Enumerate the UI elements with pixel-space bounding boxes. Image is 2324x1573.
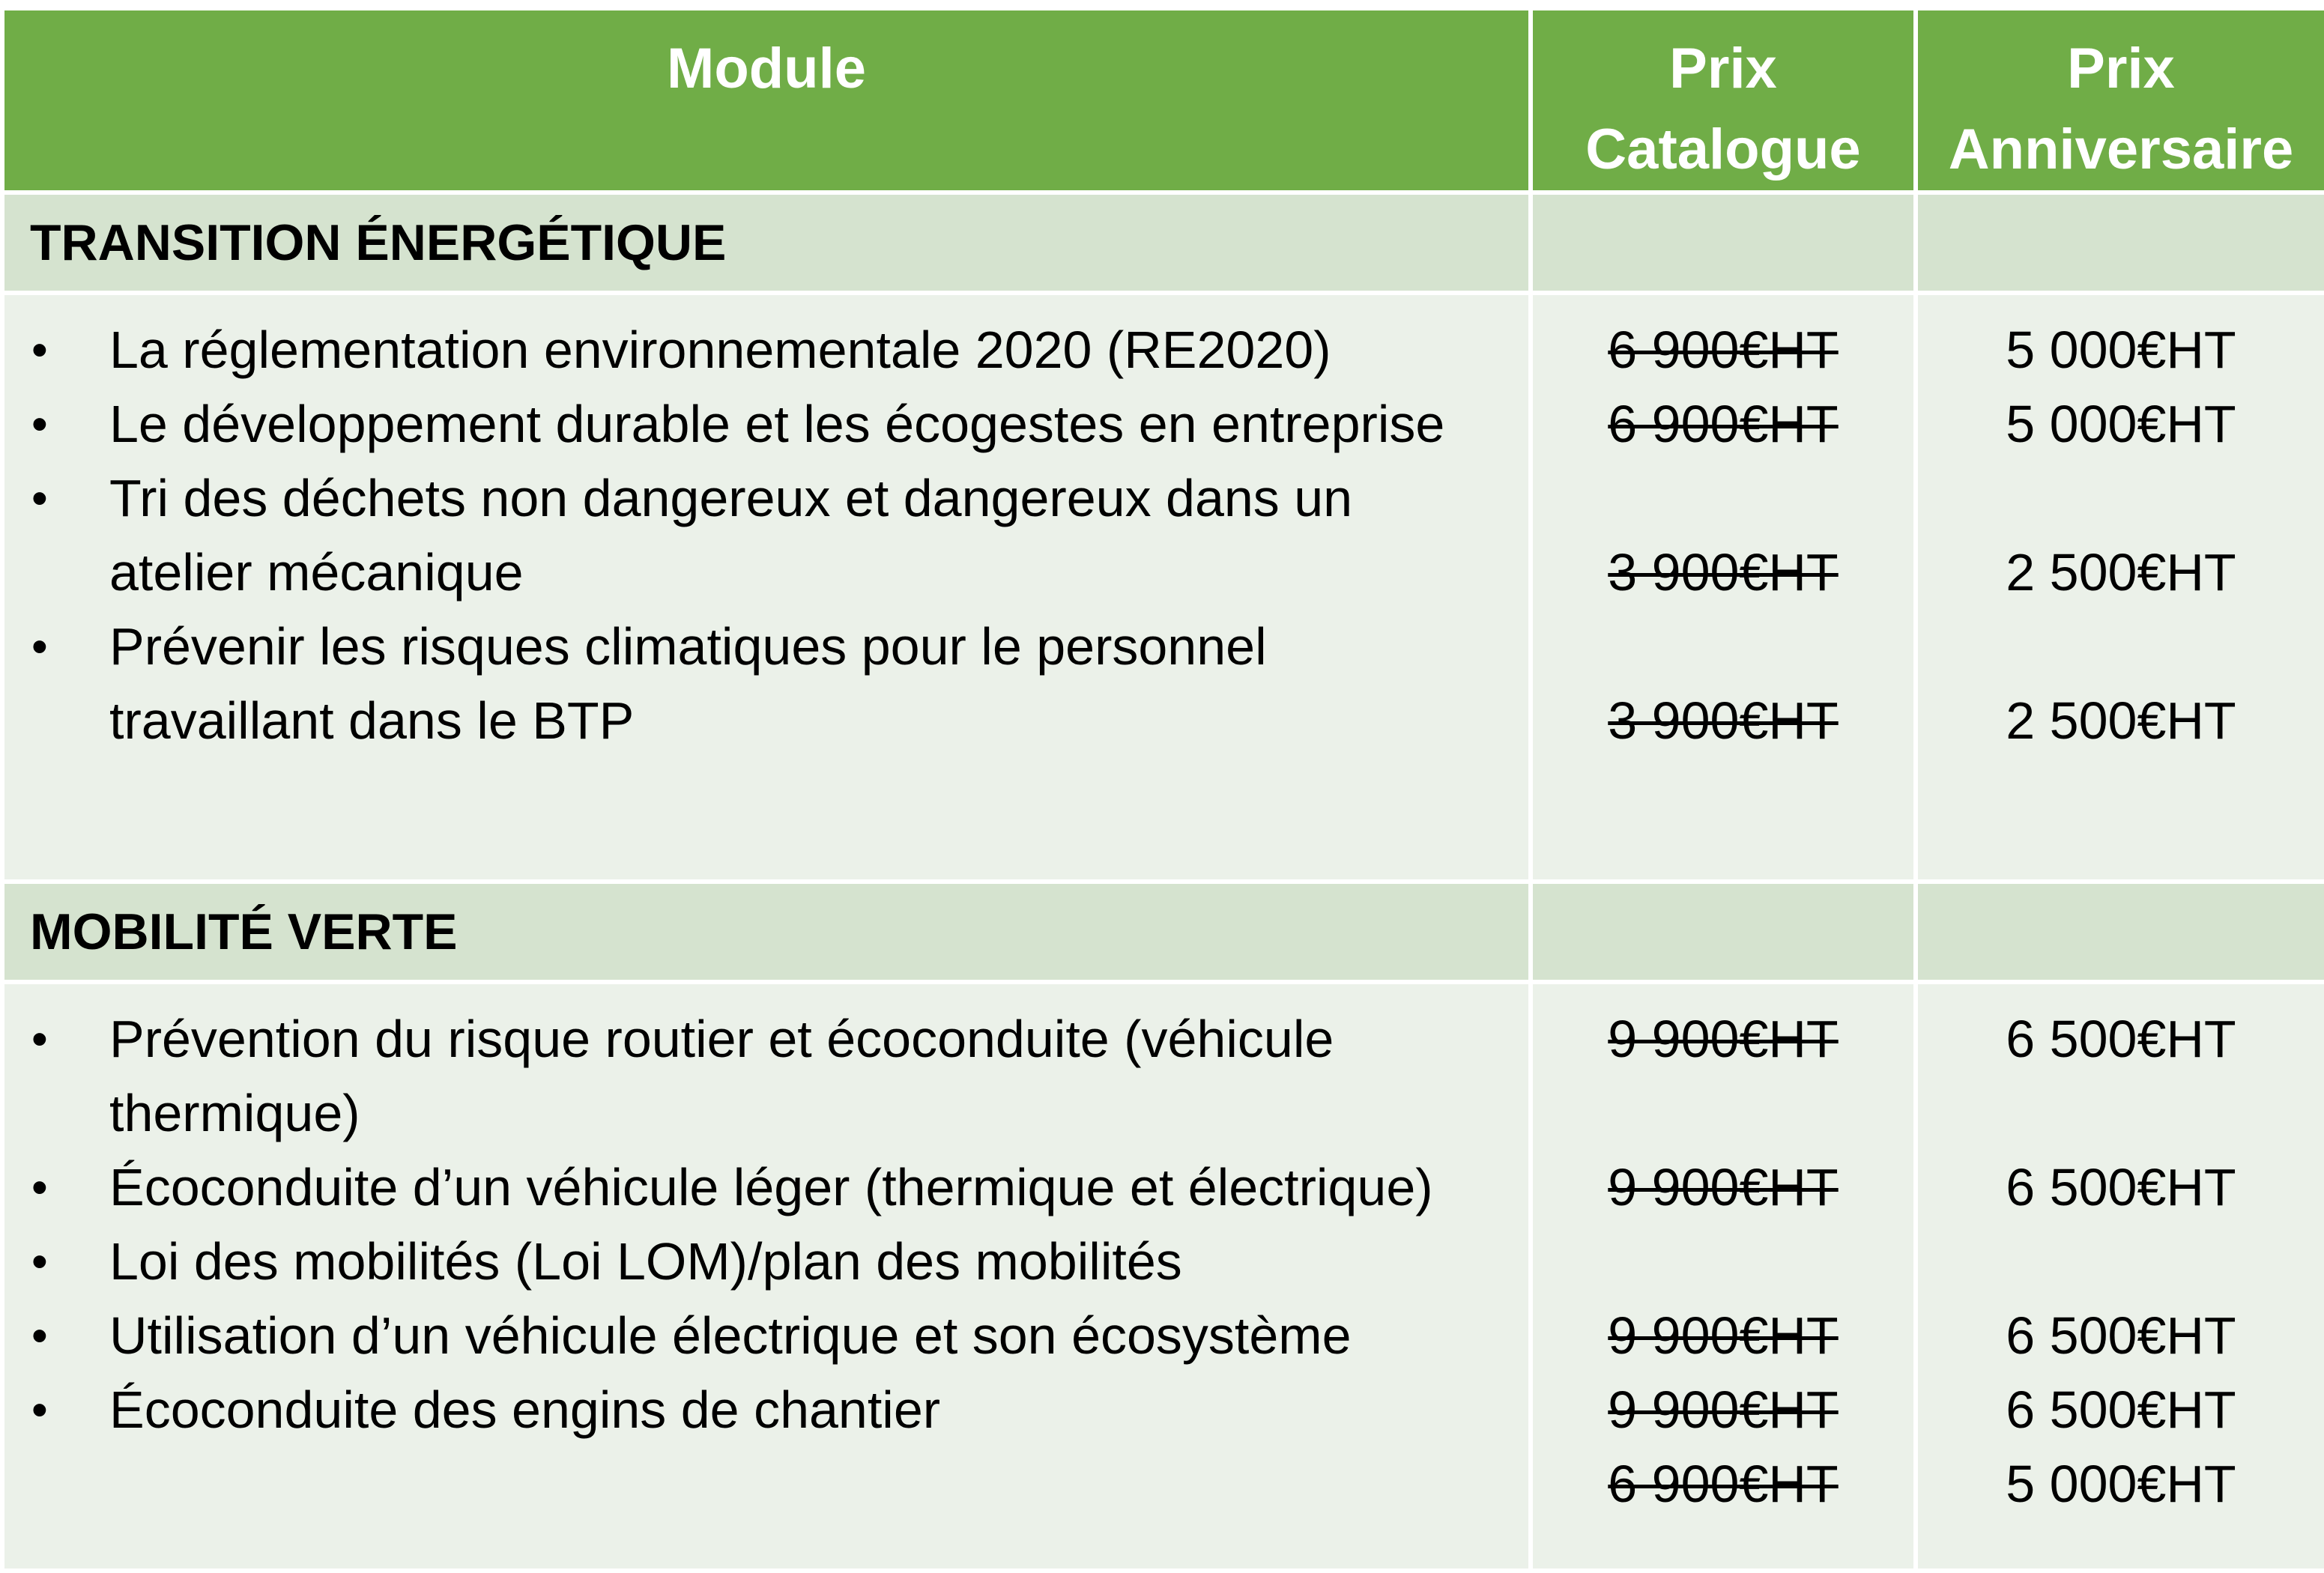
section-body-mobility <box>2 982 2324 1571</box>
catalogue-price: 9 900€HT <box>1608 1306 1839 1365</box>
catalogue-header-line2: Catalogue <box>1585 118 1861 181</box>
bullet-icon: • <box>31 324 48 376</box>
section-row-mobility <box>2 882 2324 982</box>
bullet-icon: • <box>31 1236 48 1288</box>
section-row-transition <box>2 193 2324 293</box>
module-header-label: Module <box>667 37 866 100</box>
catalogue-price: 3 900€HT <box>1608 691 1839 750</box>
module-header <box>2 8 1531 193</box>
catalogue-price: 9 900€HT <box>1608 1380 1839 1439</box>
anniversary-price-list <box>1916 293 2324 882</box>
section-empty-cell <box>1531 193 1916 293</box>
bullet-icon: • <box>31 1310 48 1362</box>
module-name: Prévenir les risques climatiques pour le personnel travaillant dans le BTP <box>109 617 1267 750</box>
module-name: Loi des mobilités (Loi LOM)/plan des mobilités <box>109 1232 1182 1291</box>
module-name: Prévention du risque routier et écoconduite (véhicule thermique) <box>109 1010 1334 1142</box>
catalogue-price: 6 900€HT <box>1608 1455 1839 1513</box>
catalogue-price: 3 900€HT <box>1608 543 1839 601</box>
list-item <box>31 610 1498 758</box>
list-item <box>31 387 1498 461</box>
anniversary-price: 6 500€HT <box>2006 1306 2236 1365</box>
section-title: TRANSITION ÉNERGÉTIQUE <box>30 214 727 271</box>
catalogue-price: 6 900€HT <box>1608 395 1839 453</box>
anniversary-price-header <box>1916 8 2324 193</box>
module-list <box>2 293 1531 882</box>
list-item <box>31 1373 1498 1447</box>
module-list <box>2 982 1531 1571</box>
bullet-icon: • <box>31 473 48 524</box>
header-row <box>2 8 2324 193</box>
list-item <box>31 1151 1498 1225</box>
bullet-icon: • <box>31 621 48 673</box>
catalogue-price: 9 900€HT <box>1608 1158 1839 1216</box>
catalogue-price-list <box>1531 982 1916 1571</box>
anniversary-price: 6 500€HT <box>2006 1010 2236 1068</box>
catalogue-price: 6 900€HT <box>1608 321 1839 379</box>
list-item <box>31 1002 1498 1151</box>
section-empty-cell <box>1916 193 2324 293</box>
module-name: Le développement durable et les écogestes en entreprise <box>109 395 1445 453</box>
bullet-icon: • <box>31 1162 48 1213</box>
module-name: Écoconduite des engins de chantier <box>109 1380 941 1439</box>
section-body-transition <box>2 293 2324 882</box>
module-name: Utilisation d’un véhicule électrique et son écosystème <box>109 1306 1352 1365</box>
anniversary-price: 2 500€HT <box>2006 543 2236 601</box>
catalogue-price-list <box>1531 293 1916 882</box>
anniversary-price: 2 500€HT <box>2006 691 2236 750</box>
anniversary-price-list <box>1916 982 2324 1571</box>
anniversary-price: 5 000€HT <box>2006 1455 2236 1513</box>
module-name: Écoconduite d’un véhicule léger (thermique et électrique) <box>109 1158 1433 1216</box>
anniversary-price: 6 500€HT <box>2006 1158 2236 1216</box>
list-item <box>31 313 1498 387</box>
section-empty-cell <box>1531 882 1916 982</box>
anniversary-price: 5 000€HT <box>2006 395 2236 453</box>
bullet-icon: • <box>31 398 48 450</box>
anniversary-header-line1: Prix <box>2067 37 2175 100</box>
list-item <box>31 1225 1498 1299</box>
anniversary-price: 6 500€HT <box>2006 1380 2236 1439</box>
list-item <box>31 461 1498 610</box>
catalogue-price-header <box>1531 8 1916 193</box>
anniversary-price: 5 000€HT <box>2006 321 2236 379</box>
catalogue-price: 9 900€HT <box>1608 1010 1839 1068</box>
catalogue-header-line1: Prix <box>1669 37 1777 100</box>
section-title: MOBILITÉ VERTE <box>30 903 458 960</box>
bullet-icon: • <box>31 1384 48 1436</box>
anniversary-header-line2: Anniversaire <box>1948 118 2294 181</box>
price-table <box>0 6 2324 1573</box>
section-empty-cell <box>1916 882 2324 982</box>
bullet-icon: • <box>31 1013 48 1065</box>
list-item <box>31 1299 1498 1373</box>
module-name: Tri des déchets non dangereux et dangereux dans un atelier mécanique <box>109 469 1353 601</box>
section-title-cell <box>2 193 1531 293</box>
section-title-cell <box>2 882 1531 982</box>
module-name: La réglementation environnementale 2020 (RE2020) <box>109 321 1331 379</box>
